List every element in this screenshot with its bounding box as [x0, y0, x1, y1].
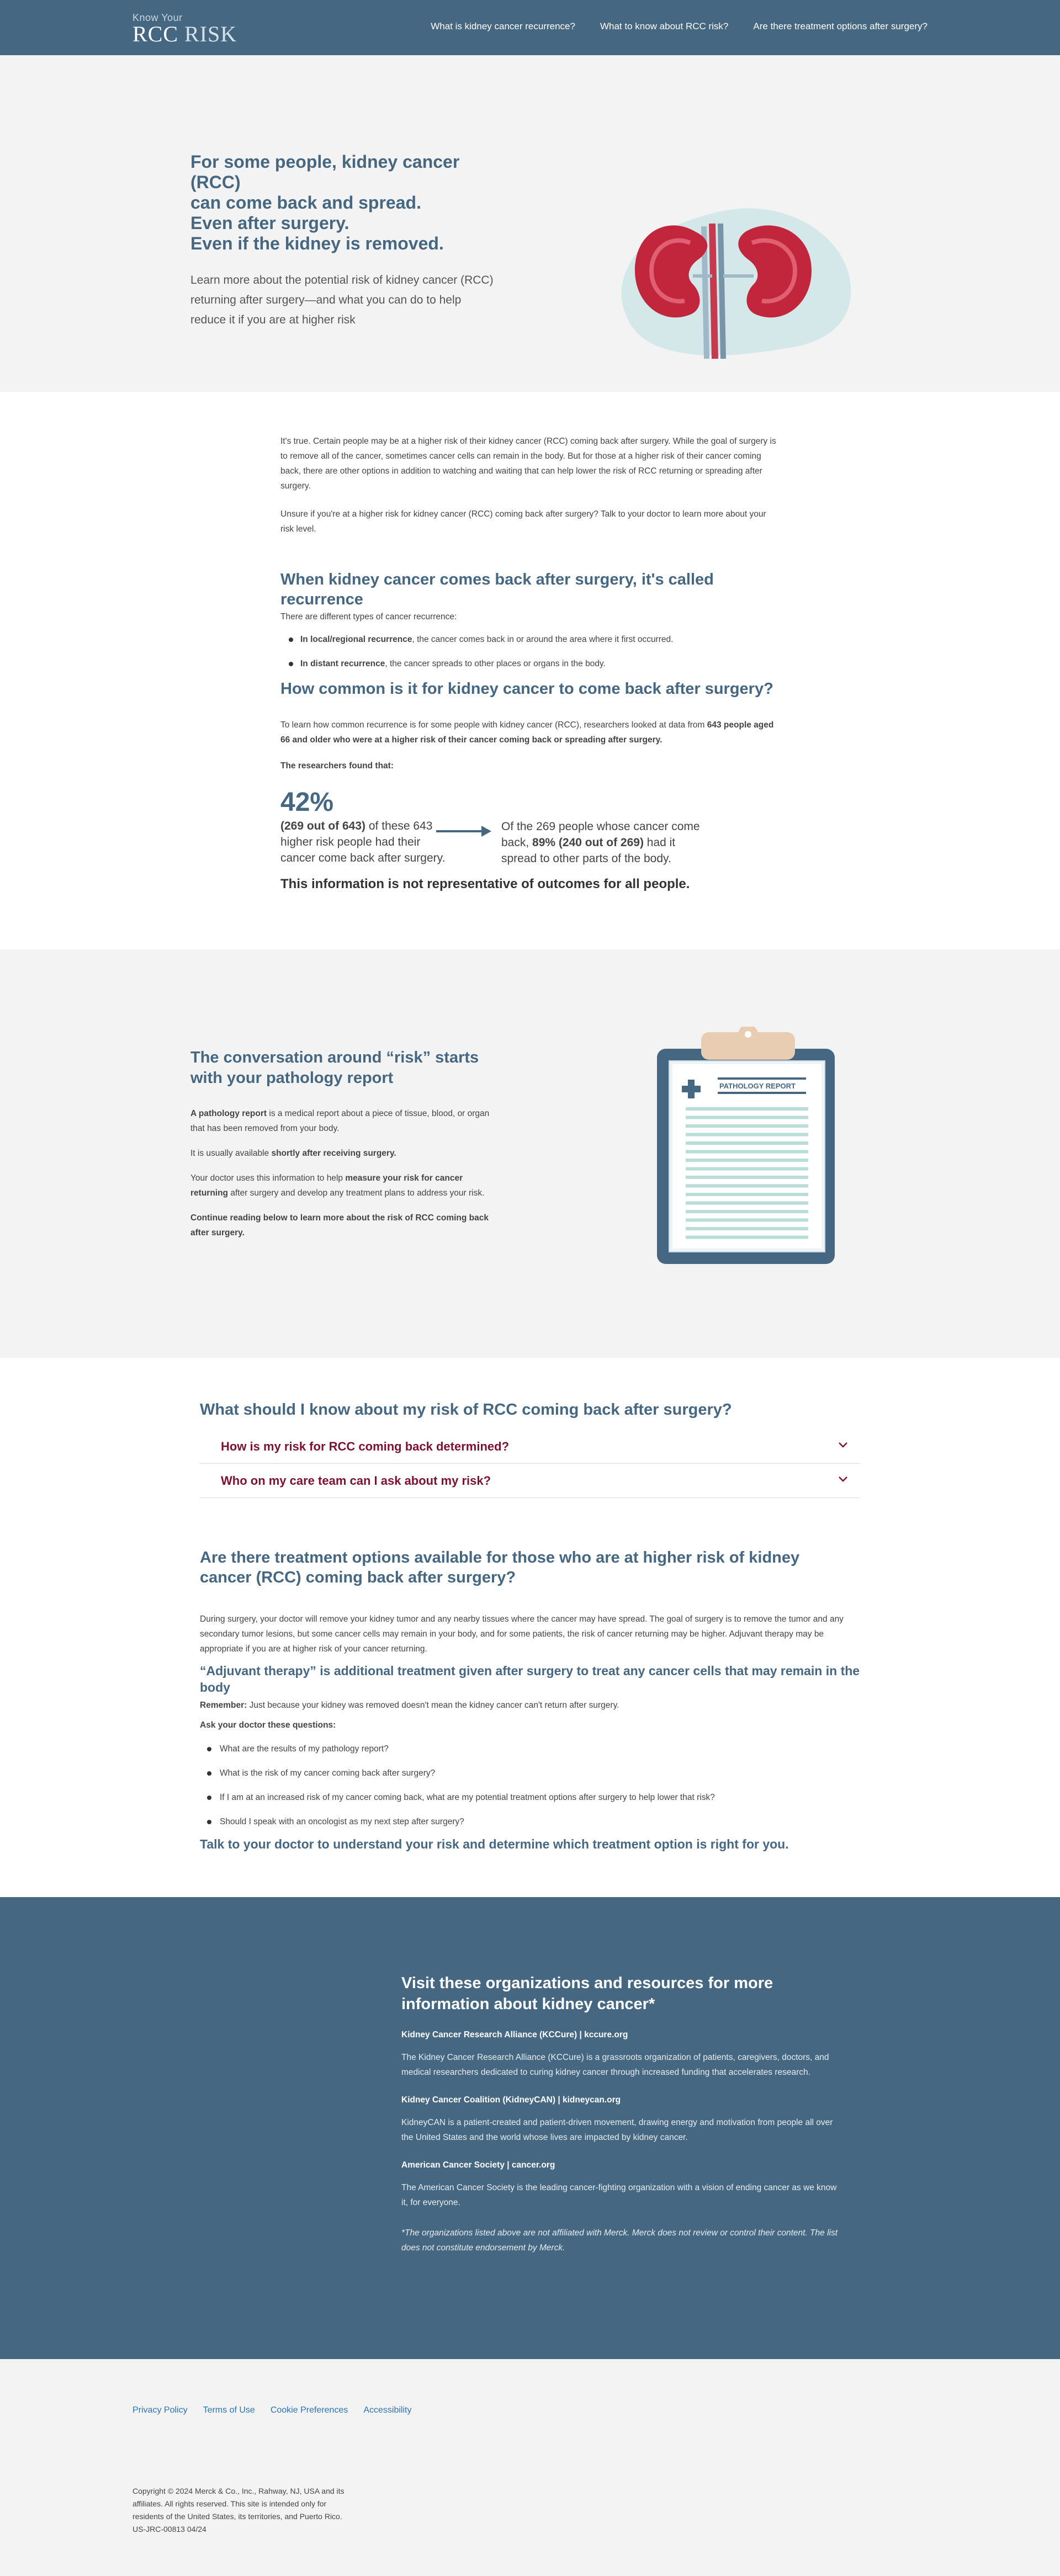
report-line [686, 1116, 808, 1119]
report-line [686, 1202, 808, 1205]
list-item: What are the results of my pathology report? [200, 1742, 860, 1756]
accordion-label: How is my risk for RCC coming back determined? [221, 1440, 510, 1453]
chevron-down-icon [837, 1438, 849, 1451]
report-line [686, 1219, 808, 1222]
report-line [686, 1193, 808, 1196]
hero-section [0, 55, 1060, 392]
treatment-paragraph: During surgery, your doctor will remove your kidney tumor and any nearby tissues where the cancer may have spread. The goal of surgery is to remove the tumor and any secondary tumor lesions, but some cancer cells may remain in your body, and for some patients, the risk of cancer returning may be higher. Adjuvant therapy may be appropriate if you are at higher risk of your cancer returning. [200, 1614, 844, 1654]
org-acs-desc: The American Cancer Society is the leading cancer-fighting organization with a vision of ending cancer as we know it, for everyone. [401, 2183, 837, 2207]
arrow-right-icon [436, 825, 491, 838]
disclaimer-text: This information is not representative of outcomes for all people. [280, 877, 690, 891]
research-paragraph: To learn how common recurrence is for some people with kidney cancer (RCC), researchers looked at data from 643 people aged 66 and older who were at a higher risk of their cancer coming back or spreading after surgery. [280, 720, 774, 745]
pathology-para-4: Continue reading below to learn more about the risk of RCC coming back after surgery. [190, 1213, 489, 1237]
resources-content [401, 1973, 843, 2255]
org-kccure-desc: The Kidney Cancer Research Alliance (KCCure) is a grassroots organization of patients, caregivers, doctors, and medical researchers dedicated to curing kidney cancer through increased funding that accelerates research. [401, 2053, 829, 2077]
intro-paragraph: It's true. Certain people may be at a higher risk of their kidney cancer (RCC) coming back after surgery. While the goal of surgery is to remove all of the cancer, sometimes cancer cells can remain in the body. But for those at a higher risk of their cancer coming back, there are other options in addition to watching and waiting that can help lower the risk of RCC returning or spreading after surgery. [280, 437, 776, 491]
report-line [686, 1133, 808, 1136]
list-item: In distant recurrence, the cancer spreads to other places or organs in the body. [280, 657, 777, 671]
resources-section [0, 1897, 1060, 2359]
doctor-questions-list [200, 1742, 860, 1839]
talk-to-doctor-cta: Talk to your doctor to understand your risk and determine which treatment option is right for you. [200, 1837, 789, 1851]
nav-link-treatment-options[interactable]: Are there treatment options after surgery? [753, 21, 928, 31]
researchers-found: The researchers found that: [280, 761, 394, 771]
recurrence-types-list [280, 633, 777, 681]
nav-link-recurrence[interactable]: What is kidney cancer recurrence? [431, 21, 575, 31]
org-kidneycan-name[interactable]: Kidney Cancer Coalition (KidneyCAN) | kidneycan.org [401, 2095, 621, 2105]
pathology-section [0, 949, 1060, 1358]
list-item: In local/regional recurrence, the cancer comes back in or around the area where it first occurred. [280, 633, 777, 647]
stat-block-42 [280, 787, 446, 866]
report-line [686, 1210, 808, 1213]
report-line [686, 1107, 808, 1111]
footer-link-cookies[interactable]: Cookie Preferences [270, 2405, 348, 2415]
faq-heading: What should I know about my risk of RCC coming back after surgery? [200, 1401, 732, 1419]
report-line [686, 1141, 808, 1145]
hero-subtitle: Learn more about the potential risk of kidney cancer (RCC) returning after surgery—and what you can do to help reduce it if you are at higher risk [190, 274, 494, 326]
kidneys-illustration-icon [607, 193, 856, 364]
report-line [686, 1185, 808, 1188]
report-line [686, 1176, 808, 1179]
resources-title: Visit these organizations and resources for more information about kidney cancer* [401, 1974, 773, 2013]
risk-faq-section [0, 1358, 1060, 1897]
site-header [0, 0, 1060, 55]
hero-title: For some people, kidney cancer (RCC) can come back and spread. Even after surgery. Even if the kidney is removed. [190, 152, 460, 253]
pathology-para-2: It is usually available shortly after receiving surgery. [190, 1149, 396, 1158]
accordion-label: Who on my care team can I ask about my risk? [221, 1474, 491, 1488]
org-acs-name[interactable]: American Cancer Society | cancer.org [401, 2160, 555, 2170]
pathology-para-3: Your doctor uses this information to help measure your risk for cancer returning after surgery and develop any treatment plans to address your risk. [190, 1173, 485, 1198]
footer-link-privacy[interactable]: Privacy Policy [132, 2405, 188, 2415]
faq-accordion [200, 1430, 860, 1498]
footer-link-accessibility[interactable]: Accessibility [363, 2405, 412, 2415]
site-logo[interactable] [132, 12, 237, 45]
ask-doctor-label: Ask your doctor these questions: [200, 1720, 336, 1730]
treatment-heading: Are there treatment options available for those who are at higher risk of kidney cancer (RCC) coming back after surgery? [200, 1549, 800, 1586]
unsure-paragraph: Unsure if you're at a higher risk for kidney cancer (RCC) coming back after surgery? Talk to your doctor to learn more about your risk level. [280, 509, 766, 534]
pathology-report-clipboard-icon [657, 1027, 839, 1264]
recurrence-heading: When kidney cancer comes back after surgery, it's called recurrence [280, 571, 714, 608]
job-code: US-JRC-00813 04/24 [132, 2525, 206, 2533]
pathology-text [190, 1048, 497, 1240]
org-kidneycan-desc: KidneyCAN is a patient-created and patient-driven movement, drawing energy and motivation from people all over the United States and the world whose lives are impacted by kidney cancer. [401, 2118, 833, 2142]
logo-wordmark: RCC RISK [132, 22, 237, 46]
copyright-text: Copyright © 2024 Merck & Co., Inc., Rahway, NJ, USA and its affiliates. All rights reserved. This site is intended only for residents of the United States, its territories, and Puerto Rico. [132, 2487, 344, 2521]
remember-note: Remember: Just because your kidney was removed doesn't mean the kidney cancer can't return after surgery. [200, 1701, 619, 1710]
footer-link-terms[interactable]: Terms of Use [203, 2405, 255, 2415]
copyright-block [132, 2485, 348, 2536]
logo-tagline: Know Your [132, 12, 183, 23]
report-line [686, 1227, 808, 1230]
report-line [686, 1159, 808, 1162]
list-item: Should I speak with an oncologist as my next step after surgery? [200, 1815, 860, 1829]
how-common-heading: How common is it for kidney cancer to come back after surgery? [280, 680, 773, 698]
stat-spread-description: Of the 269 people whose cancer come back, 89% (240 out of 269) had it spread to other parts of the body. [501, 820, 700, 865]
main-nav [431, 21, 928, 32]
list-item: What is the risk of my cancer coming back after surgery? [200, 1766, 860, 1781]
org-kccure-name[interactable]: Kidney Cancer Research Alliance (KCCure) | kccure.org [401, 2030, 628, 2039]
chevron-down-icon [837, 1473, 849, 1485]
report-line [686, 1167, 808, 1171]
stat-percentage: 42% [280, 788, 334, 817]
recurrence-info-section [0, 392, 1060, 949]
resources-disclaimer: *The organizations listed above are not affiliated with Merck. Merck does not review or control their content. The list does not constitute endorsement by Merck. [401, 2228, 838, 2253]
types-intro: There are different types of cancer recurrence: [280, 612, 457, 622]
nav-link-rcc-risk[interactable]: What to know about RCC risk? [600, 21, 729, 31]
pathology-title: The conversation around “risk” starts with your pathology report [190, 1049, 479, 1087]
stat-description: (269 out of 643) of these 643 higher risk people had their cancer come back after surgery. [280, 820, 446, 864]
report-line [686, 1124, 808, 1128]
adjuvant-definition: “Adjuvant therapy” is additional treatment given after surgery to treat any cancer cells that may remain in the body [200, 1664, 860, 1695]
accordion-item-care-team[interactable] [200, 1464, 860, 1498]
hero-text [190, 152, 500, 330]
pathology-para-1: A pathology report is a medical report about a piece of tissue, blood, or organ that has been removed from your body. [190, 1109, 490, 1133]
list-item: If I am at an increased risk of my cancer coming back, what are my potential treatment options after surgery to help lower that risk? [200, 1791, 860, 1805]
report-line [686, 1236, 808, 1239]
footer-links [132, 2405, 411, 2415]
report-line [686, 1150, 808, 1154]
site-footer [0, 2359, 1060, 2576]
accordion-item-risk-determined[interactable] [200, 1430, 860, 1464]
clipboard-label: PATHOLOGY REPORT [719, 1082, 796, 1090]
